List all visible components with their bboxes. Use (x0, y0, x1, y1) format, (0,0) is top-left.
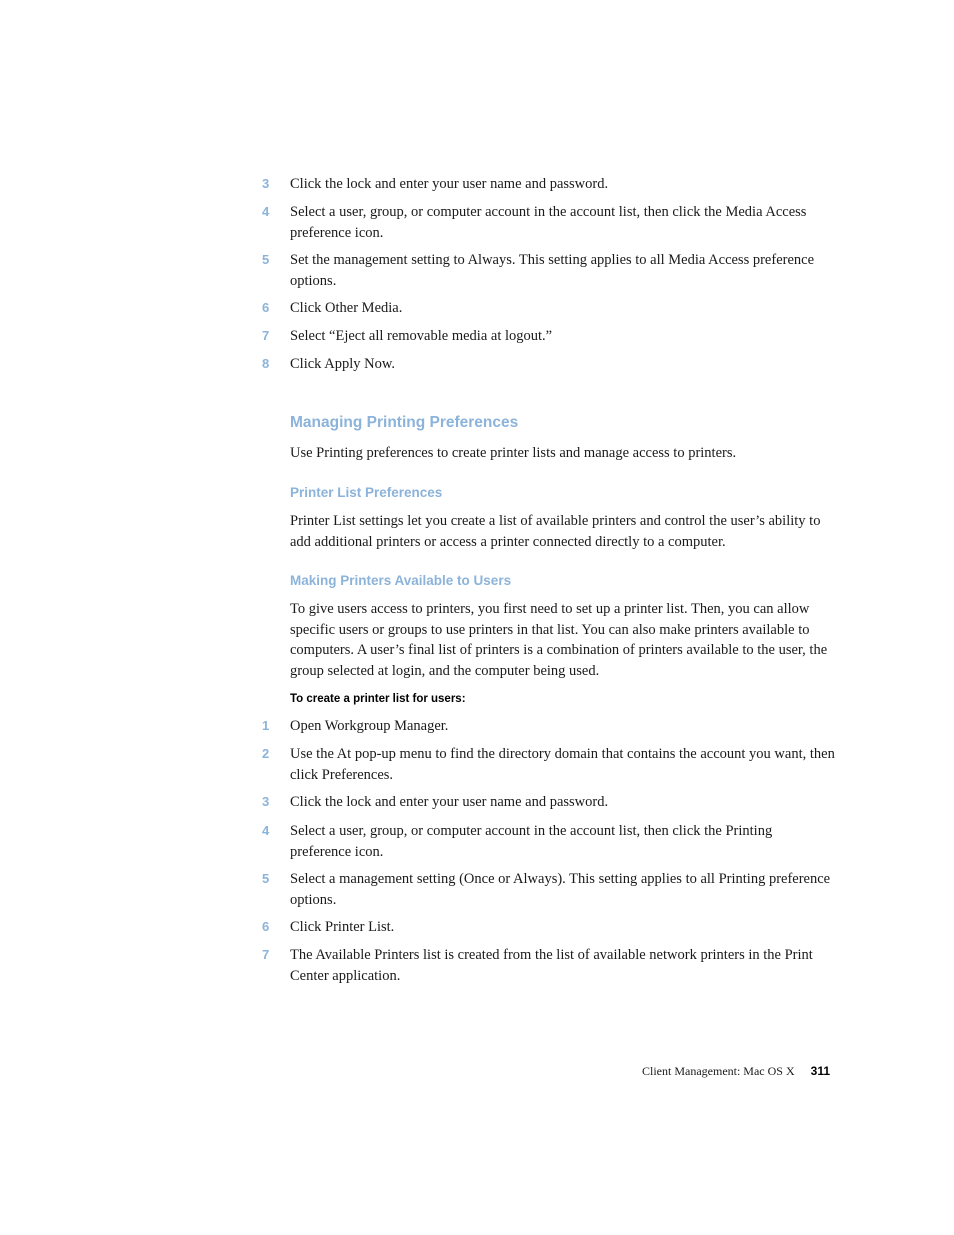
step-number: 6 (262, 300, 270, 315)
step-text: Click the lock and enter your user name and password. (290, 794, 609, 810)
step-text: Click Apply Now. (290, 356, 395, 372)
step-text: Select “Eject all removable media at logout.” (290, 328, 553, 344)
subsection-body: Printer List settings let you create a list of available printers and control the user’s ability to add additional printers or access a printer connected directly to a computer. (290, 513, 821, 550)
step-number: 5 (262, 871, 270, 886)
step-text: Set the management setting to Always. This setting applies to all Media Access preference options. (290, 252, 815, 289)
subsection-title: Making Printers Available to Users (290, 573, 512, 588)
step-text: Use the At pop-up menu to find the directory domain that contains the account you want, then click Preferences. (290, 746, 835, 783)
step-number: 8 (262, 356, 270, 371)
step-number: 3 (262, 794, 270, 809)
step-number: 2 (262, 746, 270, 761)
subsection-title: Printer List Preferences (290, 485, 443, 500)
step-number: 4 (262, 823, 270, 838)
step-text: Click Other Media. (290, 300, 403, 316)
subsection-body: To give users access to printers, you first need to set up a printer list. Then, you can allow specific users or groups to use printers in that list. You can also make printers available to computers. A user’s final list of printers is a combination of printers available to the user, the group selected at login, and the computer being used. (290, 601, 828, 679)
section-title: Managing Printing Preferences (290, 414, 519, 431)
step-text: Select a user, group, or computer account in the account list, then click the Printing preference icon. (290, 823, 773, 860)
step-number: 5 (262, 252, 270, 267)
section-intro: Use Printing preferences to create printer lists and manage access to printers. (290, 445, 737, 461)
step-text: Select a management setting (Once or Always). This setting applies to all Printing preference options. (290, 871, 831, 908)
step-text: Select a user, group, or computer account in the account list, then click the Media Access preference icon. (290, 204, 807, 241)
step-number: 6 (262, 919, 270, 934)
step-text: Click the lock and enter your user name and password. (290, 176, 609, 192)
step-number: 4 (262, 204, 270, 219)
footer-label: Client Management: Mac OS X (642, 1064, 795, 1078)
step-number: 1 (262, 718, 270, 733)
step-text: Open Workgroup Manager. (290, 718, 449, 734)
step-text: Click Printer List. (290, 919, 395, 935)
page-footer (642, 1064, 830, 1079)
step-number: 3 (262, 176, 270, 191)
page-number: 311 (810, 1064, 830, 1078)
step-text: The Available Printers list is created from the list of available network printers in the Print Center application. (290, 947, 813, 984)
task-title: To create a printer list for users: (290, 693, 466, 705)
step-number: 7 (262, 328, 270, 343)
step-number: 7 (262, 947, 270, 962)
